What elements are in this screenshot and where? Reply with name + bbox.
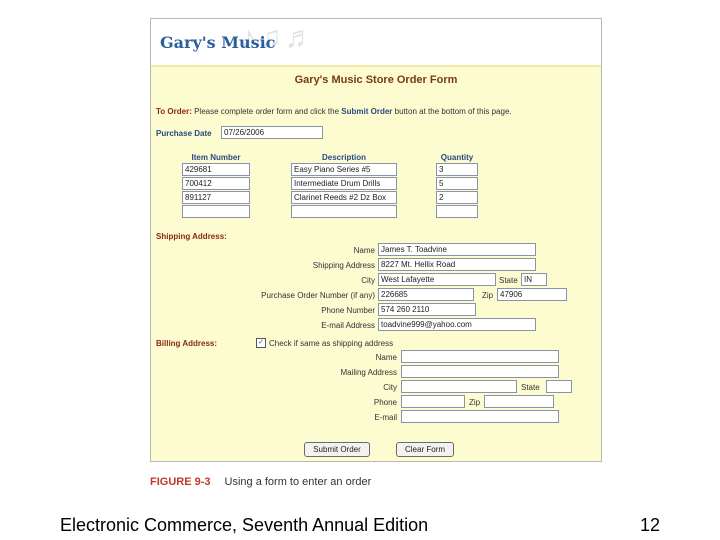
description-input[interactable]: Clarinet Reeds #2 Dz Box: [291, 191, 397, 204]
intro-submit-link: Submit Order: [341, 107, 393, 116]
intro-label: To Order:: [156, 107, 192, 116]
submit-order-button[interactable]: Submit Order: [304, 442, 370, 457]
ship-zip-input[interactable]: 47906: [497, 288, 567, 301]
same-as-shipping-label: Check if same as shipping address: [269, 339, 394, 348]
ship-phone-label: Phone Number: [321, 306, 375, 315]
item-number-header: Item Number: [191, 153, 241, 162]
bill-email-label: E-mail: [374, 413, 397, 422]
bill-address-label: Mailing Address: [340, 368, 397, 377]
description-header: Description: [321, 153, 366, 162]
quantity-input[interactable]: 5: [436, 177, 478, 190]
bill-address-input[interactable]: [401, 365, 559, 378]
form-title: Gary's Music Store Order Form: [294, 74, 458, 86]
ship-zip-label: Zip: [482, 291, 494, 300]
description-input[interactable]: Easy Piano Series #5: [291, 163, 397, 176]
ship-state-label: State: [499, 276, 518, 285]
ship-name-input[interactable]: James T. Toadvine: [378, 243, 536, 256]
store-header: [151, 19, 601, 67]
ship-email-input[interactable]: toadvine999@yahoo.com: [378, 318, 536, 331]
bill-state-input[interactable]: [546, 380, 572, 393]
bill-city-label: City: [383, 383, 397, 392]
bill-name-input[interactable]: [401, 350, 559, 363]
description-input[interactable]: [291, 205, 397, 218]
ship-phone-input[interactable]: 574 260 2110: [378, 303, 476, 316]
same-as-shipping-checkbox[interactable]: ✓: [256, 338, 266, 348]
footer-title: Electronic Commerce, Seventh Annual Edition: [60, 515, 429, 535]
item-number-input[interactable]: 891127: [182, 191, 250, 204]
description-input[interactable]: Intermediate Drum Drills: [291, 177, 397, 190]
shipping-section-label: Shipping Address:: [156, 232, 227, 241]
figure-caption: [150, 476, 371, 488]
header-divider: [151, 65, 601, 67]
intro-text-2: button at the bottom of this page.: [394, 107, 512, 116]
quantity-header: Quantity: [440, 153, 474, 162]
form-intro: [156, 107, 512, 116]
music-notes-icon: ♪♫♬: [241, 21, 318, 54]
bill-state-label: State: [521, 383, 540, 392]
bill-city-input[interactable]: [401, 380, 517, 393]
ship-city-label: City: [361, 276, 375, 285]
bill-zip-input[interactable]: [484, 395, 554, 408]
quantity-input[interactable]: 3: [436, 163, 478, 176]
ship-email-label: E-mail Address: [321, 321, 375, 330]
billing-section-label: Billing Address:: [156, 339, 218, 348]
item-number-input[interactable]: 429681: [182, 163, 250, 176]
purchase-date-input[interactable]: 07/26/2006: [221, 126, 323, 139]
ship-city-input[interactable]: West Lafayette: [378, 273, 496, 286]
quantity-input[interactable]: 2: [436, 191, 478, 204]
intro-text-1: Please complete order form and click the: [194, 107, 340, 116]
ship-address-input[interactable]: 8227 Mt. Hellix Road: [378, 258, 536, 271]
figure-text: Using a form to enter an order: [224, 476, 372, 488]
clear-form-button[interactable]: Clear Form: [396, 442, 454, 457]
purchase-date-label: Purchase Date: [156, 129, 212, 138]
item-number-input[interactable]: [182, 205, 250, 218]
browser-frame: [150, 18, 602, 462]
po-number-label: Purchase Order Number (if any): [261, 291, 375, 300]
ship-address-label: Shipping Address: [312, 261, 375, 270]
bill-email-input[interactable]: [401, 410, 559, 423]
bill-name-label: Name: [375, 353, 397, 362]
store-logo: Gary's Music: [160, 33, 276, 52]
bill-phone-input[interactable]: [401, 395, 465, 408]
ship-name-label: Name: [353, 246, 375, 255]
figure-number: FIGURE 9-3: [150, 476, 211, 488]
quantity-input[interactable]: [436, 205, 478, 218]
bill-phone-label: Phone: [373, 398, 397, 407]
item-number-input[interactable]: 700412: [182, 177, 250, 190]
po-number-input[interactable]: 226685: [378, 288, 474, 301]
page-number: 12: [640, 515, 661, 535]
bill-zip-label: Zip: [469, 398, 481, 407]
ship-state-input[interactable]: IN: [521, 273, 547, 286]
